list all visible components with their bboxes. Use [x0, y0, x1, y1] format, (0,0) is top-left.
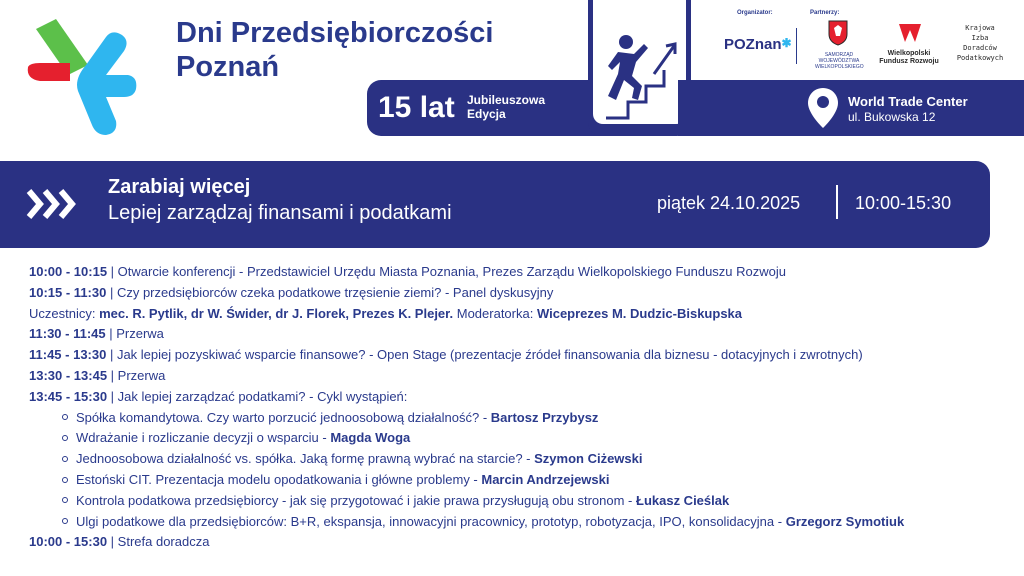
samorzad-line1: SAMORZĄD: [824, 52, 854, 58]
agenda-text: | Jak lepiej zarządzać podatkami? - Cykl wystąpień:: [107, 388, 408, 404]
coat-of-arms-icon: [828, 20, 848, 46]
agenda: [29, 262, 1009, 553]
agenda-time: 10:00 - 10:15: [29, 264, 108, 279]
talk-topic: Estoński CIT. Prezentacja modelu opodatkowania i główne problemy -: [76, 471, 482, 487]
agenda-text: | Przerwa: [105, 326, 164, 342]
banner-subtitle: Lepiej zarządzaj finansami i podatkami: [108, 202, 452, 224]
agenda-time: 10:00 - 15:30: [29, 534, 108, 550]
kidp-line1: Krajowa: [965, 24, 995, 32]
talk-speaker: Magda Woga: [330, 430, 411, 446]
talk-topic: Wdrażanie i rozliczanie decyzji o wsparciu -: [76, 430, 331, 446]
event-date: piątek 24.10.2025: [657, 193, 801, 213]
agenda-text: | Jak lepiej pozyskiwać wsparcie finansowe? - Open Stage (prezentacje źródeł finansowania dla biznesu - dotacyjnych i zwrotnych): [106, 347, 863, 363]
kidp-line4: Podatkowych: [956, 54, 1004, 62]
talk-item: [29, 491, 1009, 512]
talk-item: [29, 449, 1009, 470]
agenda-text: | Czy przedsiębiorców czeka podatkowe trzęsienie ziemi? - Panel dyskusyjny: [106, 284, 554, 300]
agenda-row: [29, 345, 1009, 366]
talk-speaker: Grzegorz Symotiuk: [785, 513, 905, 529]
talk-topic: Spółka komandytowa. Czy warto porzucić jednoosobową działalność? -: [76, 409, 491, 425]
years-label: 15 lat: [378, 91, 455, 124]
talk-speaker: Łukasz Cieślak: [636, 492, 730, 508]
samorzad-line2: WOJEWÓDZTWA: [818, 58, 860, 64]
kidp-logo-text: [948, 23, 1012, 63]
poznan-logo: POZnan✱: [724, 36, 792, 53]
wfr-logo-text: [879, 50, 939, 66]
agenda-row: [29, 532, 1009, 553]
agenda-row: [29, 387, 1009, 408]
bullet-icon: [62, 456, 68, 462]
agenda-participants-row: [29, 304, 1009, 325]
talk-topic: Ulgi podatkowe dla przedsiębiorców: B+R, ekspansja, innowacyjni pracownicy, prototyp, robotyzacja, IPO, konsolidacyjna -: [76, 513, 786, 529]
agenda-row: [29, 324, 1009, 345]
wfr-line1: Wielkopolski: [887, 50, 931, 57]
agenda-row: [29, 283, 1009, 304]
event-title: [176, 16, 494, 84]
agenda-time: 13:30 - 13:45: [29, 367, 108, 383]
samorzad-logo-text: [815, 52, 863, 70]
talk-topic: Jednoosobowa działalność vs. spółka. Jaką formę prawną wybrać na starcie? -: [76, 451, 535, 467]
climbing-stairs-icon: [598, 30, 683, 122]
moderator-name: Wiceprezes M. Dudzic-Biskupska: [536, 305, 743, 321]
edition-label: [467, 93, 557, 121]
talk-item: [29, 512, 1009, 533]
talk-item: [29, 408, 1009, 429]
agenda-row: [29, 262, 1009, 283]
partner-divider: [796, 28, 797, 64]
event-title-line1: Dni Przedsiębiorczości: [176, 17, 494, 49]
bullet-icon: [62, 518, 68, 524]
kidp-line3: Doradców: [963, 44, 997, 52]
agenda-text: | Strefa doradcza: [107, 534, 210, 550]
agenda-row: [29, 366, 1009, 387]
talk-speaker: Bartosz Przybysz: [490, 409, 599, 425]
bullet-icon: [62, 414, 68, 420]
kidp-line2: Izba: [971, 34, 989, 42]
agenda-time: 11:45 - 13:30: [29, 347, 107, 363]
samorzad-line3: WIELKOPOLSKIEGO: [815, 64, 864, 70]
partners-label: Partnerzy:: [810, 10, 840, 16]
bullet-icon: [62, 435, 68, 441]
wfr-logo-icon: [897, 20, 923, 46]
event-logo-icon: [26, 17, 138, 139]
chevrons-right-icon: [26, 188, 78, 220]
agenda-time: 10:15 - 11:30: [29, 284, 107, 300]
participants-label: Uczestnicy:: [29, 305, 100, 321]
bullet-icon: [62, 477, 68, 483]
agenda-text: | Otwarcie konferencji - Przedstawiciel Urzędu Miasta Poznania, Prezes Zarządu Wielkopolskiego Funduszu Rozwoju: [107, 264, 787, 279]
talk-speaker: Marcin Andrzejewski: [481, 471, 610, 487]
location-pin-icon: [806, 86, 840, 130]
organizer-label: Organizator:: [737, 10, 773, 16]
banner-title: Zarabiaj więcej: [108, 176, 251, 198]
event-title-line2: Poznań: [176, 51, 280, 83]
talk-item: [29, 470, 1009, 491]
venue-address: ul. Bukowska 12: [848, 110, 936, 124]
agenda-text: | Przerwa: [107, 367, 166, 383]
participants-names: mec. R. Pytlik, dr W. Świder, dr J. Florek, Prezes K. Plejer.: [99, 305, 454, 321]
date-time-divider: [836, 185, 838, 219]
agenda-time: 13:45 - 15:30: [29, 388, 108, 404]
wfr-line2: Fundusz Rozwoju: [879, 58, 939, 65]
edition-line2: Edycja: [467, 107, 506, 121]
talk-item: [29, 428, 1009, 449]
venue-name: World Trade Center: [848, 94, 968, 109]
edition-line1: Jubileuszowa: [467, 93, 546, 107]
poznan-logo-text: POZnan: [724, 36, 782, 53]
talk-topic: Kontrola podatkowa przedsiębiorcy - jak się przygotować i jakie prawa przysługują obu stronom -: [76, 492, 636, 508]
agenda-time: 11:30 - 11:45: [29, 326, 106, 342]
event-time: 10:00-15:30: [855, 193, 952, 213]
moderator-label: Moderatorka:: [453, 305, 537, 321]
talk-speaker: Szymon Ciżewski: [534, 451, 643, 467]
bullet-icon: [62, 497, 68, 503]
